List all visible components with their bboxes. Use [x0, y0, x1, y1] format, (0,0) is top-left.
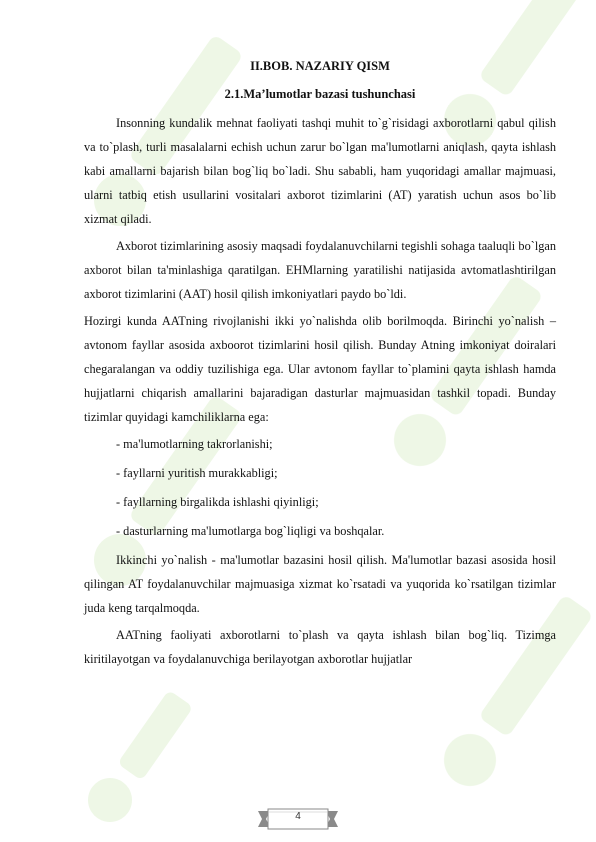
paragraph: Hozirgi kunda AATning rivojlanishi ikki yo`nalishda olib borilmoqda. Birinchi yo`nalish – avtonom fayllar asosida axboorot tizimlarini hosil qilish. Bunday Atning imkoniyat doiralari chegaralangan va oddiy tuzilishiga ega. Ular avtonom fayllar to`plamini qayta ishlash hamda hujjatlarni chiqarish amallarini bajaradigan dasturlar majmuasidan tashkil topadi. Bunday tizimlar quyidagi kamchiliklarna ega:: [84, 314, 556, 424]
list-item: - dasturlarning ma'lumotlarga bog`liqligi va boshqalar.: [116, 524, 385, 538]
list-item: - ma'lumotlarning takrorlanishi;: [116, 437, 273, 451]
paragraph: Axborot tizimlarining asosiy maqsadi foydalanuvchilarni tegishli sohaga taaluqli bo`lgan axborot bilan ta'minlashiga qaratilgan. EHMlarning yaratilishi natijasida avtomatlashtirilgan axborot tizimlarini (AAT) hosil qilish imkoniyatlari paydo bo`ldi.: [84, 239, 556, 301]
document-body: [84, 56, 556, 674]
watermark-shape: [79, 769, 140, 830]
page-footer: [258, 808, 338, 830]
watermark-shape: [117, 690, 193, 781]
list-item: - fayllarning birgalikda ishlashi qiyinligi;: [116, 495, 319, 509]
watermark-shape: [434, 724, 506, 796]
chapter-title: II.BOB. NAZARIY QISM: [250, 59, 390, 73]
paragraph: Ikkinchi yo`nalish - ma'lumotlar bazasini hosil qilish. Ma'lumotlar bazasi asosida hosil qilingan AT foydalanuvchilar majmuasiga xizmat ko`rsatadi va yuqorida ko`rsatilgan tizimlar juda keng tarqalmoqda.: [84, 553, 556, 615]
section-title: 2.1.Ma’lumotlar bazasi tushunchasi: [224, 87, 416, 101]
page-number: 4: [295, 811, 301, 822]
list-item: - fayllarni yuritish murakkabligi;: [116, 466, 278, 480]
paragraph: AATning faoliyati axborotlarni to`plash va qayta ishlash bilan bog`liq. Tizimga kiritilayotgan va foydalanuvchiga berilayotgan axborotlar hujjatlar: [84, 628, 556, 666]
paragraph: Insonning kundalik mehnat faoliyati tashqi muhit to`g`risidagi axborotlarni qabul qilish va to`plash, turli masalalarni echish uchun zarur bo`lgan ma'lumotlarni aniqlash, qayta ishlash kabi amallarni bajarish bilan bog`liq bo`ladi. Shu sababli, ham yuqoridagi amallar majmuasi, ularni tatbiq etish usullarini vositalari axborot tizimlarini (AT) yaratish uchun asos bo`lib xizmat qiladi.: [84, 116, 556, 226]
